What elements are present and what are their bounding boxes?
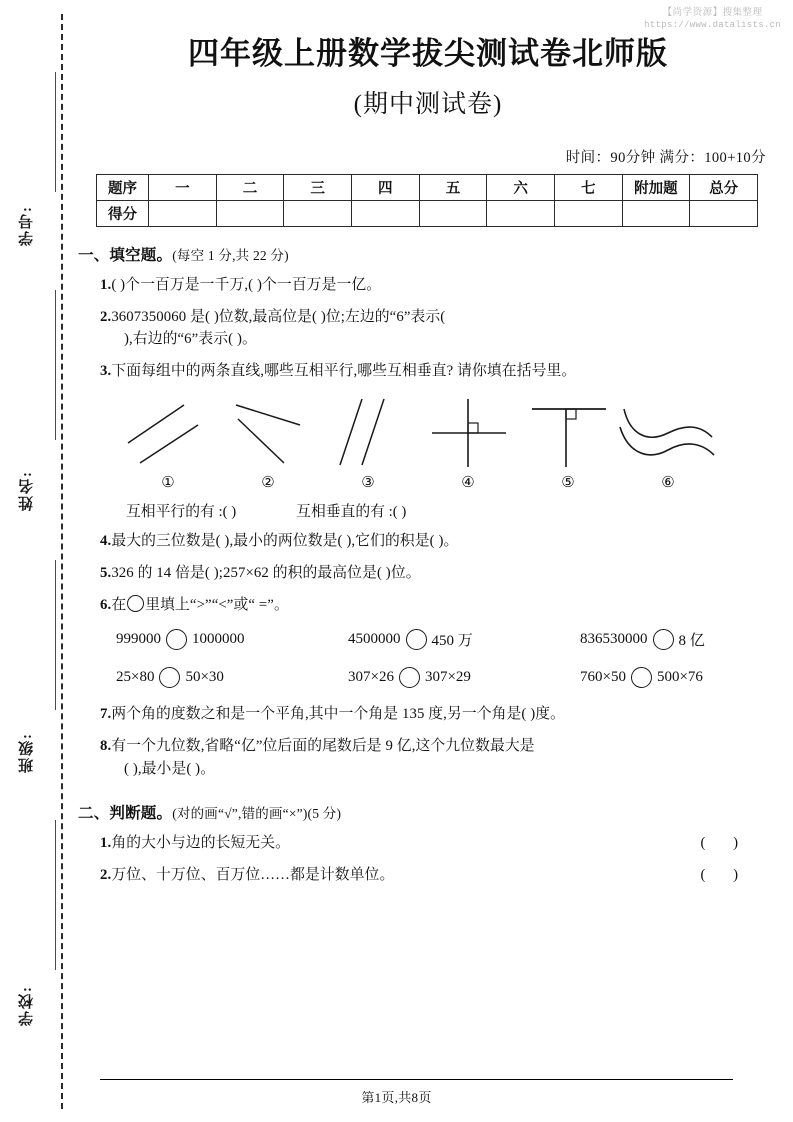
score-table-col-2: 三 xyxy=(284,174,352,200)
question-1-3 xyxy=(78,360,778,383)
question-text: 326 的 14 倍是( );257×62 的积的最高位是( )位。 xyxy=(111,565,421,582)
question-1-8 xyxy=(78,735,778,781)
compare-right-value: 8 亿 xyxy=(678,633,705,650)
diagram-label-6: ⑥ xyxy=(661,475,675,492)
question-number: 5. xyxy=(100,565,112,582)
diagram-label-3: ③ xyxy=(361,475,375,492)
binding-rule-1 xyxy=(55,72,56,192)
score-cell-0[interactable] xyxy=(149,200,217,226)
diagram-label-2: ② xyxy=(261,475,275,492)
question-1-2 xyxy=(78,306,778,352)
table-row-header xyxy=(97,174,758,200)
question-text-continued: ( ),最小是( )。 xyxy=(124,760,216,777)
watermark-source: 【尚学资源】搜集整理 xyxy=(662,8,763,18)
section-1-title: 一、填空题。 xyxy=(78,246,173,264)
section-1-heading xyxy=(78,243,778,265)
compare-circle-icon xyxy=(127,595,144,612)
compare-left-value: 760×50 xyxy=(580,669,626,686)
compare-circle-blank[interactable] xyxy=(166,629,187,650)
binding-rule-4 xyxy=(55,820,56,970)
page-subtitle: (期中测试卷) xyxy=(353,90,503,118)
question-number: 2. xyxy=(100,308,112,325)
compare-circle-blank[interactable] xyxy=(399,667,420,688)
compare-left-value: 999000 xyxy=(116,631,161,648)
diagram-group-4 xyxy=(418,393,518,492)
answer-bracket[interactable]: ( ) xyxy=(700,866,750,883)
margin-label-student-id: 学号: xyxy=(19,205,35,246)
diagram-group-5 xyxy=(518,393,618,492)
parallel-vertical-lines-icon xyxy=(322,393,414,471)
section-1-note: (每空 1 分,共 22 分) xyxy=(172,247,289,263)
compare-left-value: 307×26 xyxy=(348,669,394,686)
score-table-col-0: 一 xyxy=(149,174,217,200)
section-2-heading xyxy=(78,801,778,823)
compare-pair-6 xyxy=(580,667,778,688)
parallel-slanted-lines-icon xyxy=(122,393,214,471)
score-table-row-label-0: 题序 xyxy=(97,174,149,200)
compare-circle-blank[interactable] xyxy=(631,667,652,688)
question-text: 最大的三位数是( ),最小的两位数是( ),它们的积是( )。 xyxy=(111,533,459,550)
compare-pair-5 xyxy=(348,667,580,688)
question-2-1 xyxy=(78,832,778,855)
question-1-1 xyxy=(78,274,778,297)
question-text: ( )个一百万是一千万,( )个一百万是一亿。 xyxy=(111,276,382,293)
compare-pair-3 xyxy=(580,629,778,650)
question-text-before: 在 xyxy=(111,597,127,614)
compare-pair-1 xyxy=(116,629,348,650)
compare-circle-blank[interactable] xyxy=(653,629,674,650)
watermark-url: https://www.datalists.cn xyxy=(644,19,781,30)
score-table-col-5: 六 xyxy=(487,174,555,200)
diagram-group-3 xyxy=(318,393,418,492)
compare-right-value: 307×29 xyxy=(424,669,471,686)
question-text: 万位、十万位、百万位……都是计数单位。 xyxy=(111,866,395,883)
perpendicular-answer-blank[interactable]: 互相垂直的有 :( ) xyxy=(296,504,407,521)
question-text-continued: ),右边的“6”表示( )。 xyxy=(124,331,257,348)
compare-pair-4 xyxy=(116,667,348,688)
compare-left-value: 25×80 xyxy=(116,669,155,686)
score-table-col-3: 四 xyxy=(351,174,419,200)
margin-label-school: 学校: xyxy=(19,985,35,1026)
perpendicular-tee-icon xyxy=(522,393,614,471)
score-cell-4[interactable] xyxy=(419,200,487,226)
score-table xyxy=(96,174,758,227)
score-cell-8[interactable] xyxy=(690,200,758,226)
score-table-col-7: 附加题 xyxy=(622,174,690,200)
binding-rule-2 xyxy=(55,290,56,440)
question-text: 有一个九位数,省略“亿”位后面的尾数后是 9 亿,这个九位数最大是 xyxy=(111,738,535,755)
score-table-col-8: 总分 xyxy=(690,174,758,200)
compare-left-value: 4500000 xyxy=(348,631,401,648)
section-2-note: (对的画“√”,错的画“×”)(5 分) xyxy=(172,805,342,821)
question-number: 3. xyxy=(100,363,112,380)
question-1-7 xyxy=(78,703,778,726)
score-table-col-4: 五 xyxy=(419,174,487,200)
diagram-label-1: ① xyxy=(161,475,175,492)
diagram-label-4: ④ xyxy=(461,475,475,492)
question-text: 角的大小与边的长短无关。 xyxy=(111,834,291,851)
score-cell-6[interactable] xyxy=(554,200,622,226)
question-number: 1. xyxy=(100,276,112,293)
section-2-title: 二、判断题。 xyxy=(78,804,173,822)
page-title: 四年级上册数学拔尖测试卷北师版 xyxy=(188,36,668,71)
page-footer: 第1页,共8页 xyxy=(361,1090,432,1105)
diagram-label-5: ⑤ xyxy=(561,475,575,492)
question-1-4 xyxy=(78,530,778,553)
binding-rule-3 xyxy=(55,560,56,710)
question-number: 6. xyxy=(100,597,112,614)
question-number: 2. xyxy=(100,866,112,883)
score-cell-7[interactable] xyxy=(622,200,690,226)
question-body xyxy=(100,832,290,855)
wavy-curves-icon xyxy=(618,393,718,471)
question-text-after: 里填上“>”“<”或“ =”。 xyxy=(145,597,289,614)
score-cell-1[interactable] xyxy=(216,200,284,226)
score-cell-2[interactable] xyxy=(284,200,352,226)
diagram-group-2 xyxy=(218,393,318,492)
converging-lines-icon xyxy=(222,393,314,471)
score-table-row-label-1: 得分 xyxy=(97,200,149,226)
footer-divider xyxy=(100,1079,733,1080)
perpendicular-cross-icon xyxy=(422,393,514,471)
question-text: 两个角的度数之和是一个平角,其中一个角是 135 度,另一个角是( )度。 xyxy=(111,706,566,723)
question-2-2 xyxy=(78,864,778,887)
compare-circle-blank[interactable] xyxy=(159,667,180,688)
question-number: 4. xyxy=(100,533,112,550)
question-text: 3607350060 是( )位数,最高位是( )位;左边的“6”表示( xyxy=(111,308,446,325)
score-table-col-1: 二 xyxy=(216,174,284,200)
table-row-scores xyxy=(97,200,758,226)
score-cell-3[interactable] xyxy=(351,200,419,226)
page-content xyxy=(78,0,778,887)
compare-left-value: 836530000 xyxy=(580,631,648,648)
parallel-answer-blank[interactable]: 互相平行的有 :( ) xyxy=(126,504,237,521)
compare-pair-2 xyxy=(348,629,580,650)
line-diagrams-row xyxy=(78,393,778,492)
question-1-5 xyxy=(78,562,778,585)
question-number: 8. xyxy=(100,738,112,755)
question-body xyxy=(100,864,394,887)
compare-circle-blank[interactable] xyxy=(406,629,427,650)
compare-right-value: 50×30 xyxy=(185,669,224,686)
compare-right-value: 500×76 xyxy=(656,669,703,686)
diagram-group-1 xyxy=(118,393,218,492)
compare-right-value: 1000000 xyxy=(192,631,245,648)
binding-dashed-line xyxy=(61,14,63,1109)
margin-label-name: 姓名: xyxy=(19,470,35,511)
exam-meta: 时间：90分钟 满分：100+10分 xyxy=(565,149,766,166)
parallel-perpendicular-answers xyxy=(78,500,778,521)
compare-grid xyxy=(78,629,778,688)
margin-label-class: 班级: xyxy=(19,732,35,773)
answer-bracket[interactable]: ( ) xyxy=(700,834,750,851)
compare-right-value: 450 万 xyxy=(431,633,473,650)
score-table-col-6: 七 xyxy=(554,174,622,200)
question-1-6 xyxy=(78,594,778,617)
score-cell-5[interactable] xyxy=(487,200,555,226)
question-text: 下面每组中的两条直线,哪些互相平行,哪些互相垂直? 请你填在括号里。 xyxy=(111,363,577,380)
question-number: 1. xyxy=(100,834,112,851)
question-number: 7. xyxy=(100,706,112,723)
diagram-group-6 xyxy=(618,393,718,492)
